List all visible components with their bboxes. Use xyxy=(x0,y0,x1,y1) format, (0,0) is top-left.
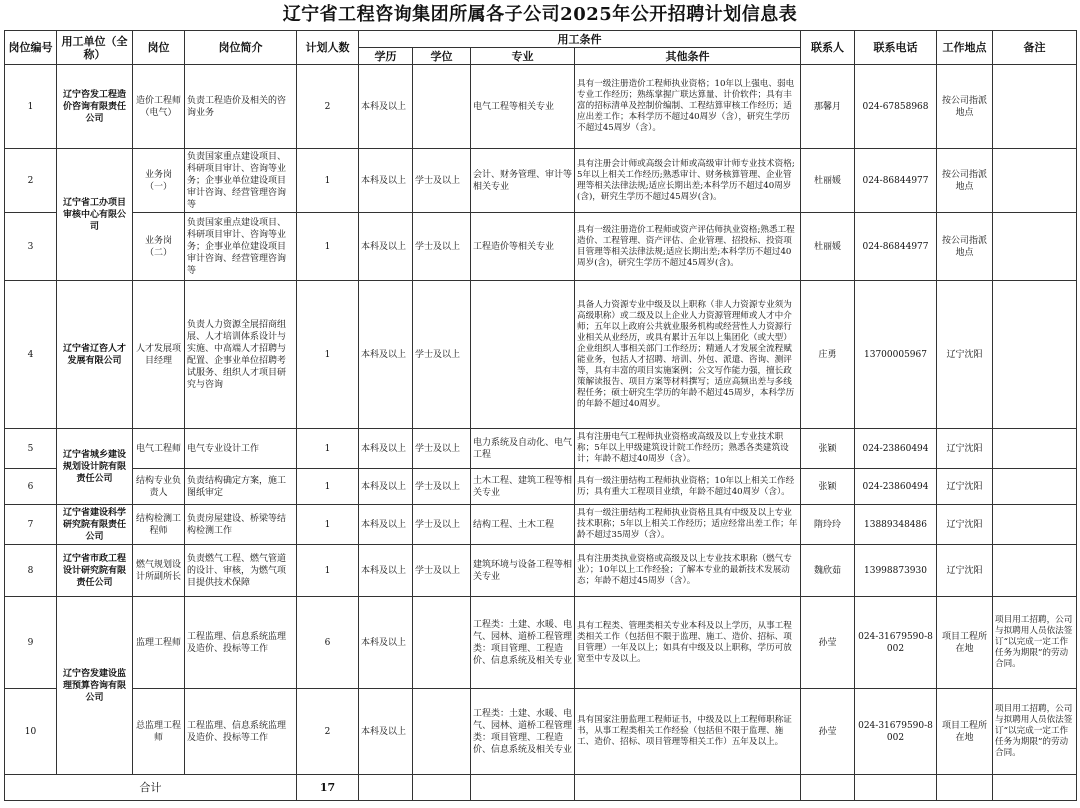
table-row xyxy=(5,545,1077,597)
table-row xyxy=(5,469,1077,505)
cell-contact: 张颖 xyxy=(801,429,855,469)
total-empty xyxy=(937,775,993,801)
table-row xyxy=(5,281,1077,429)
cell-id: 3 xyxy=(5,213,57,281)
table-row xyxy=(5,65,1077,149)
cell-count: 1 xyxy=(297,469,359,505)
cell-edu: 本科及以上 xyxy=(359,281,413,429)
cell-position: 人才发展项目经理 xyxy=(133,281,185,429)
cell-edu: 本科及以上 xyxy=(359,213,413,281)
cell-other: 具有一级注册结构工程师执业资格；10年以上相关工作经历；具有重大工程项目业绩，年龄不超过40周岁（含）。 xyxy=(575,469,801,505)
cell-major: 结构工程、土木工程 xyxy=(471,505,575,545)
cell-desc: 负责国家重点建设项目、科研项目审计、咨询等业务；企事业单位建设项目审计咨询、经营管理咨询等 xyxy=(185,213,297,281)
cell-major: 电力系统及自动化、电气工程 xyxy=(471,429,575,469)
cell-desc: 负责结构确定方案，施工图纸审定 xyxy=(185,469,297,505)
cell-count: 6 xyxy=(297,597,359,689)
cell-remark xyxy=(993,213,1077,281)
table-row xyxy=(5,689,1077,775)
page-title: 辽宁省工程咨询集团所属各子公司2025年公开招聘计划信息表 xyxy=(282,4,798,25)
header-degree: 学位 xyxy=(413,48,471,65)
cell-edu: 本科及以上 xyxy=(359,65,413,149)
cell-count: 1 xyxy=(297,545,359,597)
cell-id: 1 xyxy=(5,65,57,149)
header-remark: 备注 xyxy=(993,31,1077,65)
cell-count: 2 xyxy=(297,65,359,149)
cell-other: 具有一级注册造价工程师执业资格；10年以上强电、弱电专业工作经历；熟练掌握广联达算量、计价软件；具有丰富的招标清单及控制价编制、工程结算审核工作经历；适应出差工作；本科学历不超过40周岁（含），研究生学历不超过45周岁（含）。 xyxy=(575,65,801,149)
table-row xyxy=(5,597,1077,689)
cell-position: 电气工程师 xyxy=(133,429,185,469)
cell-phone: 13889348486 xyxy=(855,505,937,545)
cell-id: 7 xyxy=(5,505,57,545)
cell-remark xyxy=(993,65,1077,149)
cell-position: 结构检测工程师 xyxy=(133,505,185,545)
header-contact: 联系人 xyxy=(801,31,855,65)
cell-phone: 024-23860494 xyxy=(855,429,937,469)
table-row xyxy=(5,149,1077,213)
cell-position: 业务岗（一） xyxy=(133,149,185,213)
cell-id: 2 xyxy=(5,149,57,213)
cell-desc: 负责人力资源全展招商组展、人才培训体系设计与实施、中高端人才招聘与配置、企事业单位招聘考试服务、组织人才项目研究与咨询 xyxy=(185,281,297,429)
cell-major: 工程造价等相关专业 xyxy=(471,213,575,281)
cell-remark xyxy=(993,469,1077,505)
cell-edu: 本科及以上 xyxy=(359,689,413,775)
cell-position: 燃气规划设计所副所长 xyxy=(133,545,185,597)
cell-location: 辽宁沈阳 xyxy=(937,429,993,469)
table-row xyxy=(5,429,1077,469)
cell-unit: 辽宁省工办项目审核中心有限公司 xyxy=(57,149,133,281)
cell-id: 10 xyxy=(5,689,57,775)
header-major: 专业 xyxy=(471,48,575,65)
total-empty xyxy=(575,775,801,801)
cell-contact: 隋玲玲 xyxy=(801,505,855,545)
cell-unit: 辽宁咨发工程造价咨询有限责任公司 xyxy=(57,65,133,149)
cell-remark: 项目用工招聘，公司与拟聘用人员依法签订“以完成一定工作任务为期限”的劳动合同。 xyxy=(993,689,1077,775)
cell-degree: 学士及以上 xyxy=(413,545,471,597)
cell-major: 建筑环境与设备工程等相关专业 xyxy=(471,545,575,597)
cell-degree xyxy=(413,65,471,149)
header-conditions: 用工条件 xyxy=(359,31,801,48)
cell-location: 辽宁沈阳 xyxy=(937,469,993,505)
cell-other: 具有国家注册监理工程师证书，中级及以上工程师职称证书，从事工程类相关工作经验（包括但不限于监理、施工、造价、招标、项目管理等相关工作）五年及以上。 xyxy=(575,689,801,775)
cell-unit: 辽宁省市政工程设计研究院有限责任公司 xyxy=(57,545,133,597)
cell-desc: 电气专业设计工作 xyxy=(185,429,297,469)
cell-other: 具有注册电气工程师执业资格或高级及以上专业技术职称；5年以上甲级建筑设计院工作经历；熟悉各类建筑设计；年龄不超过40周岁（含）。 xyxy=(575,429,801,469)
cell-contact: 杜丽媛 xyxy=(801,149,855,213)
cell-contact: 孙莹 xyxy=(801,689,855,775)
cell-phone: 024-86844977 xyxy=(855,213,937,281)
cell-location: 按公司指派地点 xyxy=(937,213,993,281)
recruitment-table xyxy=(4,30,1077,801)
cell-degree: 学士及以上 xyxy=(413,213,471,281)
cell-remark xyxy=(993,149,1077,213)
cell-count: 1 xyxy=(297,505,359,545)
cell-phone: 024-31679590-8002 xyxy=(855,689,937,775)
cell-other: 具有一级注册结构工程师执业资格且具有中级及以上专业技术职称；5年以上相关工作经历；适应经常出差工作；年龄不超过35周岁（含）。 xyxy=(575,505,801,545)
cell-id: 8 xyxy=(5,545,57,597)
cell-position: 监理工程师 xyxy=(133,597,185,689)
cell-other: 具备人力资源专业中级及以上职称（非人力资源专业须为高级职称）或二级及以上企业人力资源管理师或人才中介师；五年以上政府公共就业服务机构或经营性人力资源行业相关从业经历，或具有累计五年以上集团化（或大型）企业组织人事相关部门工作经历；精通人才发展全流程赋能业务，包括人才招聘、培训、外包、派遣、咨询、测评等，具有丰富的项目实施案例；公文写作能力强，擅长政策解读报告、项目方案等材料撰写；适应高频出差与多线程任务；硕士研究生学历的年龄不超过45周岁，本科学历的年龄不超过40周岁。 xyxy=(575,281,801,429)
cell-degree xyxy=(413,597,471,689)
cell-edu: 本科及以上 xyxy=(359,545,413,597)
cell-location: 按公司指派地点 xyxy=(937,149,993,213)
header-unit: 用工单位（全称） xyxy=(57,31,133,65)
cell-unit: 辽宁省辽咨人才发展有限公司 xyxy=(57,281,133,429)
cell-remark xyxy=(993,429,1077,469)
cell-contact: 魏欣茹 xyxy=(801,545,855,597)
total-label: 合计 xyxy=(5,775,297,801)
cell-other: 具有工程类、管理类相关专业本科及以上学历，从事工程类相关工作（包括但不限于监理、施工、造价、招标、项目管理）一年及以上；如具有中级及以上职称，学历可放宽至中专及以上。 xyxy=(575,597,801,689)
cell-contact: 张颖 xyxy=(801,469,855,505)
total-row xyxy=(5,775,1077,801)
header-location: 工作地点 xyxy=(937,31,993,65)
cell-degree xyxy=(413,689,471,775)
cell-position: 结构专业负责人 xyxy=(133,469,185,505)
cell-id: 5 xyxy=(5,429,57,469)
cell-other: 具有注册类执业资格或高级及以上专业技术职称（燃气专业）；10年以上工作经验；了解本专业的最新技术发展动态；年龄不超过45周岁（含）。 xyxy=(575,545,801,597)
cell-degree: 学士及以上 xyxy=(413,281,471,429)
cell-desc: 负责工程造价及相关的咨询业务 xyxy=(185,65,297,149)
cell-count: 1 xyxy=(297,149,359,213)
cell-remark xyxy=(993,505,1077,545)
cell-id: 9 xyxy=(5,597,57,689)
cell-major: 电气工程等相关专业 xyxy=(471,65,575,149)
cell-contact: 杜丽媛 xyxy=(801,213,855,281)
cell-unit: 辽宁省城乡建设规划设计院有限责任公司 xyxy=(57,429,133,505)
total-empty xyxy=(413,775,471,801)
cell-major xyxy=(471,281,575,429)
cell-unit: 辽宁省建设科学研究院有限责任公司 xyxy=(57,505,133,545)
table-row xyxy=(5,505,1077,545)
total-empty xyxy=(471,775,575,801)
cell-other: 具有一级注册造价工程师或资产评估师执业资格;熟悉工程造价、工程管理、资产评估、企业管理、招投标、投资项目管理等相关法律法规;适应长期出差;本科学历不超过40周岁(含)，研究生学历不超过45周岁(含)。 xyxy=(575,213,801,281)
cell-major: 会计、财务管理、审计等相关专业 xyxy=(471,149,575,213)
header-other: 其他条件 xyxy=(575,48,801,65)
cell-position: 造价工程师（电气） xyxy=(133,65,185,149)
cell-count: 1 xyxy=(297,429,359,469)
cell-contact: 庄勇 xyxy=(801,281,855,429)
header-id: 岗位编号 xyxy=(5,31,57,65)
cell-position: 总监理工程师 xyxy=(133,689,185,775)
cell-phone: 024-23860494 xyxy=(855,469,937,505)
cell-edu: 本科及以上 xyxy=(359,149,413,213)
cell-phone: 024-31679590-8002 xyxy=(855,597,937,689)
cell-count: 1 xyxy=(297,281,359,429)
cell-major: 工程类：土建、水暖、电气、园林、道桥工程管理类：项目管理、工程造价、信息系统及相关专业 xyxy=(471,689,575,775)
cell-edu: 本科及以上 xyxy=(359,505,413,545)
cell-remark xyxy=(993,545,1077,597)
cell-location: 辽宁沈阳 xyxy=(937,505,993,545)
cell-count: 2 xyxy=(297,689,359,775)
table-row xyxy=(5,213,1077,281)
cell-position: 业务岗（二） xyxy=(133,213,185,281)
cell-degree: 学士及以上 xyxy=(413,505,471,545)
total-empty xyxy=(359,775,413,801)
cell-major: 工程类：土建、水暖、电气、园林、道桥工程管理类：项目管理、工程造价、信息系统及相关专业 xyxy=(471,597,575,689)
cell-degree: 学士及以上 xyxy=(413,429,471,469)
cell-desc: 负责房屋建设、桥梁等结构检测工作 xyxy=(185,505,297,545)
cell-id: 4 xyxy=(5,281,57,429)
cell-degree: 学士及以上 xyxy=(413,149,471,213)
total-empty xyxy=(993,775,1077,801)
cell-unit: 辽宁咨发建设监理预算咨询有限公司 xyxy=(57,597,133,775)
cell-id: 6 xyxy=(5,469,57,505)
total-empty xyxy=(855,775,937,801)
cell-contact: 那馨月 xyxy=(801,65,855,149)
cell-remark xyxy=(993,281,1077,429)
cell-remark: 项目用工招聘，公司与拟聘用人员依法签订“以完成一定工作任务为期限”的劳动合同。 xyxy=(993,597,1077,689)
cell-location: 项目工程所在地 xyxy=(937,597,993,689)
cell-desc: 工程监理、信息系统监理及造价、投标等工作 xyxy=(185,689,297,775)
cell-degree: 学士及以上 xyxy=(413,469,471,505)
cell-phone: 024-86844977 xyxy=(855,149,937,213)
cell-phone: 13700005967 xyxy=(855,281,937,429)
cell-desc: 工程监理、信息系统监理及造价、投标等工作 xyxy=(185,597,297,689)
header-edu: 学历 xyxy=(359,48,413,65)
header-count: 计划人数 xyxy=(297,31,359,65)
total-count: 17 xyxy=(297,775,359,801)
cell-major: 土木工程、建筑工程等相关专业 xyxy=(471,469,575,505)
cell-edu: 本科及以上 xyxy=(359,469,413,505)
cell-location: 项目工程所在地 xyxy=(937,689,993,775)
cell-desc: 负责燃气工程、燃气管道的设计、审核，为燃气项目提供技术保障 xyxy=(185,545,297,597)
cell-other: 具有注册会计师或高级会计师或高级审计师专业技术资格;5年以上相关工作经历;熟悉审计、财务核算管理、企业管理等相关法律法规;适应长期出差;本科学历不超过40周岁(含)，研究生学历不超过45周岁(含)。 xyxy=(575,149,801,213)
cell-edu: 本科及以上 xyxy=(359,597,413,689)
header-position: 岗位 xyxy=(133,31,185,65)
total-empty xyxy=(801,775,855,801)
cell-count: 1 xyxy=(297,213,359,281)
cell-location: 按公司指派地点 xyxy=(937,65,993,149)
header-desc: 岗位简介 xyxy=(185,31,297,65)
cell-edu: 本科及以上 xyxy=(359,429,413,469)
cell-contact: 孙莹 xyxy=(801,597,855,689)
cell-location: 辽宁沈阳 xyxy=(937,545,993,597)
cell-desc: 负责国家重点建设项目、科研项目审计、咨询等业务；企事业单位建设项目审计咨询、经营管理咨询等 xyxy=(185,149,297,213)
cell-phone: 13998873930 xyxy=(855,545,937,597)
header-phone: 联系电话 xyxy=(855,31,937,65)
cell-phone: 024-67858968 xyxy=(855,65,937,149)
cell-location: 辽宁沈阳 xyxy=(937,281,993,429)
